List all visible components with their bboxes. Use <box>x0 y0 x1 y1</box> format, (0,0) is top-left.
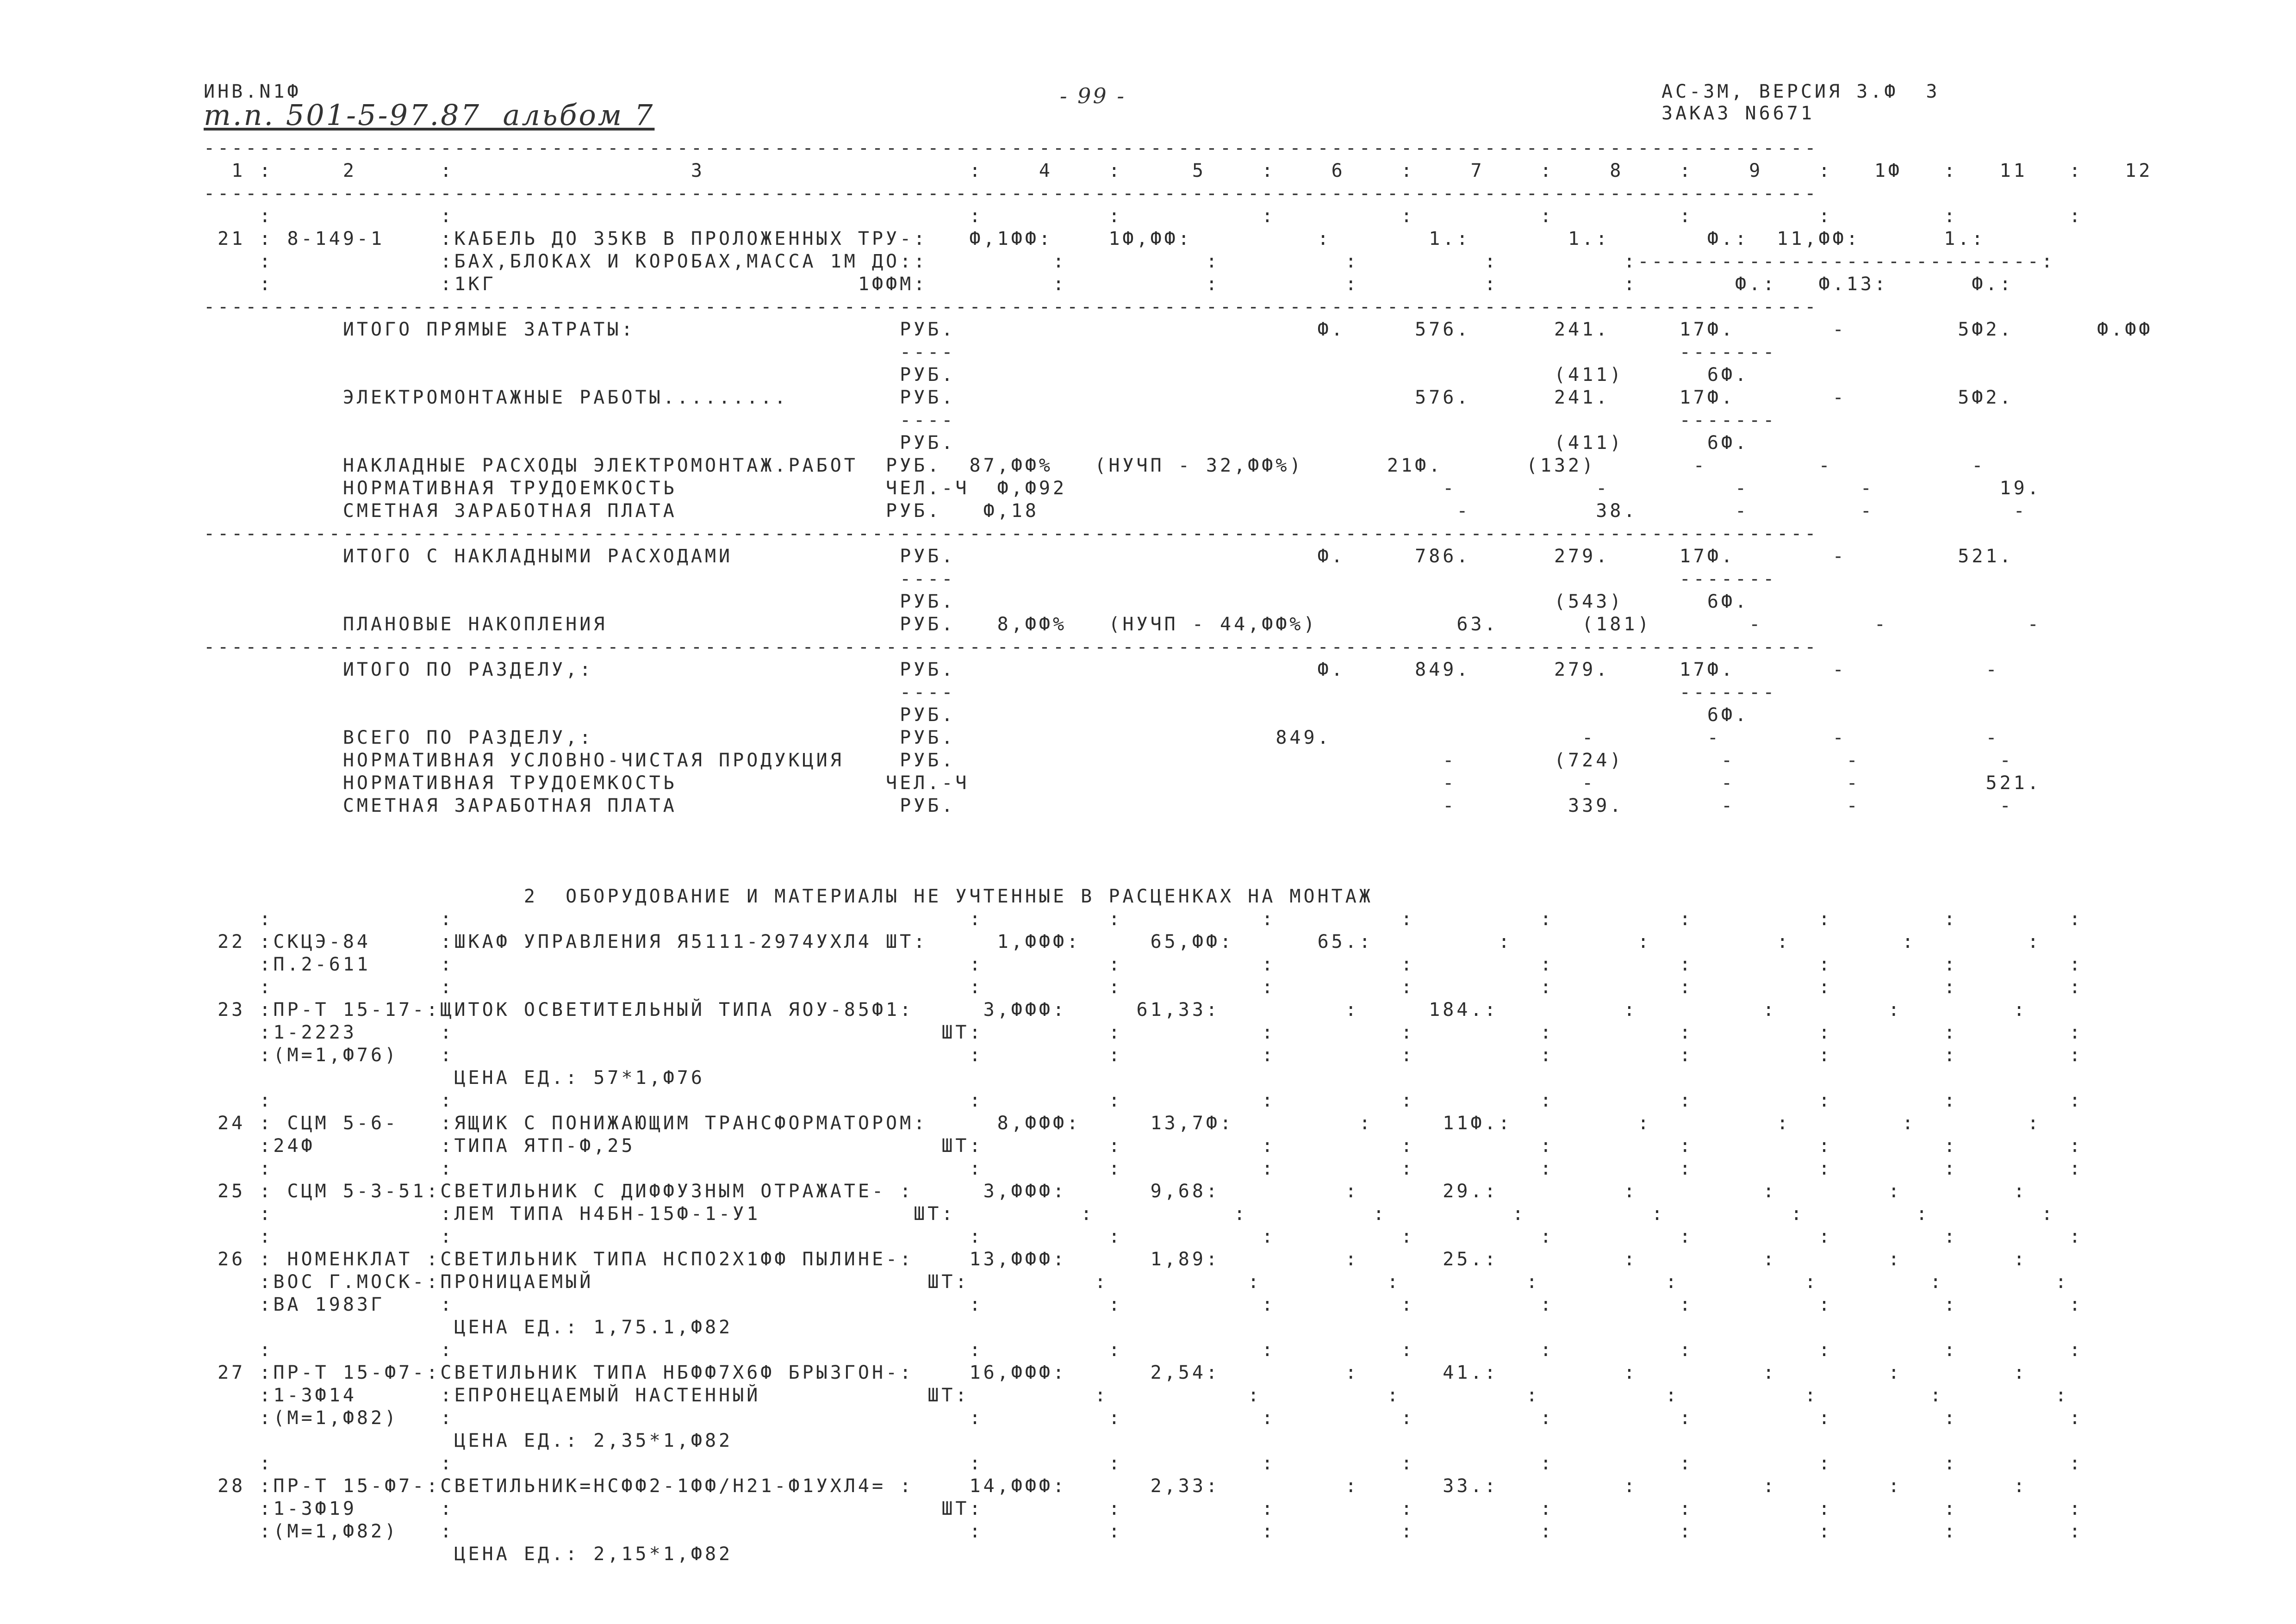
printout-line: РУБ. (411) 6Ф. <box>204 364 1749 386</box>
printout-line: РУБ. (411) 6Ф. <box>204 432 1749 454</box>
printout-line: ---- ------- <box>204 410 1777 431</box>
program-version: АС-3М, ВЕРСИЯ 3.Ф 3 <box>1661 81 1940 102</box>
printout-line: :24Ф :ТИПА ЯТП-Ф,25 ШТ: : : : : : : : : <box>204 1135 2084 1157</box>
printout-line: 21 : 8-149-1 :КАБЕЛЬ ДО 35КВ В ПРОЛОЖЕННЫХ ТРУ-: Ф,1ФФ: 1Ф,ФФ: : 1.: 1.: Ф.: 11,ФФ: 1.: <box>204 228 1986 249</box>
printout-line: -------------------------------------------------------------------------------------------------------------------- <box>204 523 1819 544</box>
printout-line: НОРМАТИВНАЯ УСЛОВНО-ЧИСТАЯ ПРОДУКЦИЯ РУБ. - (724) - - - <box>204 750 2014 771</box>
printout-line: СМЕТНАЯ ЗАРАБОТНАЯ ПЛАТА РУБ. - 339. - - - <box>204 795 2014 816</box>
printout-line: 26 : НОМЕНКЛАТ :СВЕТИЛЬНИК ТИПА НСПО2Х1ФФ ПЫЛИНЕ-: 13,ФФФ: 1,89: : 25.: : : : : <box>204 1249 2028 1270</box>
printout-line: 2 ОБОРУДОВАНИЕ И МАТЕРИАЛЫ НЕ УЧТЕННЫЕ В РАСЦЕНКАХ НА МОНТАЖ <box>204 886 1373 907</box>
printout-line: :(М=1,Ф76) : : : : : : : : : : <box>204 1045 2084 1066</box>
inventory-number: ИНВ.N1Ф <box>204 81 301 102</box>
page-number: - 99 - <box>1060 83 1126 108</box>
album-title: т.п. 501-5-97.87 альбом 7 <box>204 98 655 132</box>
printout-line: ЦЕНА ЕД.: 1,75.1,Ф82 <box>204 1317 733 1338</box>
printout-line: НОРМАТИВНАЯ ТРУДОЕМКОСТЬ ЧЕЛ.-Ч Ф,Ф92 - - - - 19. <box>204 478 2041 499</box>
printout-line: 24 : СЦМ 5-6- :ЯЩИК С ПОНИЖАЮЩИМ ТРАНСФОРМАТОРОМ: 8,ФФФ: 13,7Ф: : 11Ф.: : : : : <box>204 1113 2041 1134</box>
printout-line: -------------------------------------------------------------------------------------------------------------------- <box>204 296 1819 317</box>
printout-line: :П.2-611 : : : : : : : : : : <box>204 954 2084 975</box>
printout-line: ВСЕГО ПО РАЗДЕЛУ,: РУБ. 849. - - - - <box>204 727 2000 748</box>
printout-line: 28 :ПР-Т 15-Ф7-:СВЕТИЛЬНИК=НСФФ2-1ФФ/Н21-Ф1УХЛ4= : 14,ФФФ: 2,33: : 33.: : : : : <box>204 1475 2028 1497</box>
printout-line: НАКЛАДНЫЕ РАСХОДЫ ЭЛЕКТРОМОНТАЖ.РАБОТ РУБ. 87,ФФ% (НУЧП - 32,ФФ%) 21Ф. (132) - - - <box>204 455 1986 476</box>
printout-line: :ВОС Г.МОСК-:ПРОНИЦАЕМЫЙ ШТ: : : : : : : : : <box>204 1271 2069 1293</box>
printout-line: : :БАХ,БЛОКАХ И КОРОБАХ,МАССА 1М ДО:: : : : : :-----------------------------: <box>204 251 2055 272</box>
printout-line: ЦЕНА ЕД.: 2,15*1,Ф82 <box>204 1543 733 1565</box>
printout-line: СМЕТНАЯ ЗАРАБОТНАЯ ПЛАТА РУБ. Ф,18 - 38. - - - <box>204 500 2028 522</box>
printout-line: 22 :СКЦЭ-84 :ШКАФ УПРАВЛЕНИЯ Я5111-2974УХЛ4 ШТ: 1,ФФФ: 65,ФФ: 65.: : : : : : <box>204 931 2041 952</box>
printout-line: ИТОГО С НАКЛАДНЫМИ РАСХОДАМИ РУБ. Ф. 786. 279. 17Ф. - 521. <box>204 546 2014 567</box>
printout-line: ЦЕНА ЕД.: 57*1,Ф76 <box>204 1067 705 1089</box>
printout-line: : : : : : : : : : : : <box>204 1339 2084 1361</box>
printout-line: :ВА 1983Г : : : : : : : : : : <box>204 1294 2084 1315</box>
printout-line: ИТОГО ПРЯМЫЕ ЗАТРАТЫ: РУБ. Ф. 576. 241. 17Ф. - 5Ф2. Ф.ФФ <box>204 319 2153 340</box>
printout-line: : : : : : : : : : : : <box>204 977 2084 998</box>
printout-line: -------------------------------------------------------------------------------------------------------------------- <box>204 137 1819 159</box>
printout-line: ПЛАНОВЫЕ НАКОПЛЕНИЯ РУБ. 8,ФФ% (НУЧП - 44,ФФ%) 63. (181) - - - <box>204 614 2041 635</box>
printout-line: :1-3Ф14 :ЕПРОНЕЦАЕМЫЙ НАСТЕННЫЙ ШТ: : : : : : : : : <box>204 1385 2069 1406</box>
printout-line: ---- ------- <box>204 568 1777 590</box>
printout-line: 27 :ПР-Т 15-Ф7-:СВЕТИЛЬНИК ТИПА НБФФ7Х6Ф БРЫЗГОН-: 16,ФФФ: 2,54: : 41.: : : : : <box>204 1362 2028 1383</box>
printout-line: : : : : : : : : : : : <box>204 1090 2084 1111</box>
printout-line: 25 : СЦМ 5-3-51:СВЕТИЛЬНИК С ДИФФУЗНЫМ ОТРАЖАТЕ- : 3,ФФФ: 9,68: : 29.: : : : : <box>204 1181 2028 1202</box>
printout-line: : : : : : : : : : : : <box>204 1453 2084 1474</box>
printout-line: 1 : 2 : 3 : 4 : 5 : 6 : 7 : 8 : 9 : 1Ф : 11 : 12 <box>204 160 2153 181</box>
printout-line: ---- ------- <box>204 342 1777 363</box>
printout-line: : :ЛЕМ ТИПА Н4БН-15Ф-1-У1 ШТ: : : : : : : : : <box>204 1203 2055 1225</box>
printout-line: -------------------------------------------------------------------------------------------------------------------- <box>204 183 1819 204</box>
printout-line: ИТОГО ПО РАЗДЕЛУ,: РУБ. Ф. 849. 279. 17Ф. - - <box>204 659 2000 680</box>
printout-line: ---- ------- <box>204 682 1777 703</box>
printout-line: : : : : : : : : : : : <box>204 1226 2084 1247</box>
printout-line: : : : : : : : : : : : <box>204 205 2084 227</box>
printout-line: РУБ. 6Ф. <box>204 704 1749 726</box>
order-number: ЗАКАЗ N6671 <box>1661 103 1815 124</box>
printout-line: ЦЕНА ЕД.: 2,35*1,Ф82 <box>204 1430 733 1451</box>
printout-line: НОРМАТИВНАЯ ТРУДОЕМКОСТЬ ЧЕЛ.-Ч - - - - 521. <box>204 772 2041 794</box>
printout-line: : : : : : : : : : : : <box>204 908 2084 930</box>
printout-line: :1-2223 : ШТ: : : : : : : : : <box>204 1022 2084 1043</box>
printout-line: : :1КГ 1ФФМ: : : : : : Ф.: Ф.13: Ф.: <box>204 274 2014 295</box>
printout-line: :(М=1,Ф82) : : : : : : : : : : <box>204 1521 2084 1542</box>
printout-line: 23 :ПР-Т 15-17-:ЩИТОК ОСВЕТИТЕЛЬНЫЙ ТИПА ЯОУ-85Ф1: 3,ФФФ: 61,33: : 184.: : : : : <box>204 999 2028 1020</box>
printout-line: ЭЛЕКТРОМОНТАЖНЫЕ РАБОТЫ......... РУБ. 576. 241. 17Ф. - 5Ф2. <box>204 387 2014 408</box>
printout-line: -------------------------------------------------------------------------------------------------------------------- <box>204 636 1819 658</box>
printout-line: : : : : : : : : : : : <box>204 1158 2084 1179</box>
printout-line: :1-3Ф19 : ШТ: : : : : : : : : <box>204 1498 2084 1519</box>
printout-line: РУБ. (543) 6Ф. <box>204 591 1749 612</box>
printout-line: :(М=1,Ф82) : : : : : : : : : : <box>204 1407 2084 1429</box>
